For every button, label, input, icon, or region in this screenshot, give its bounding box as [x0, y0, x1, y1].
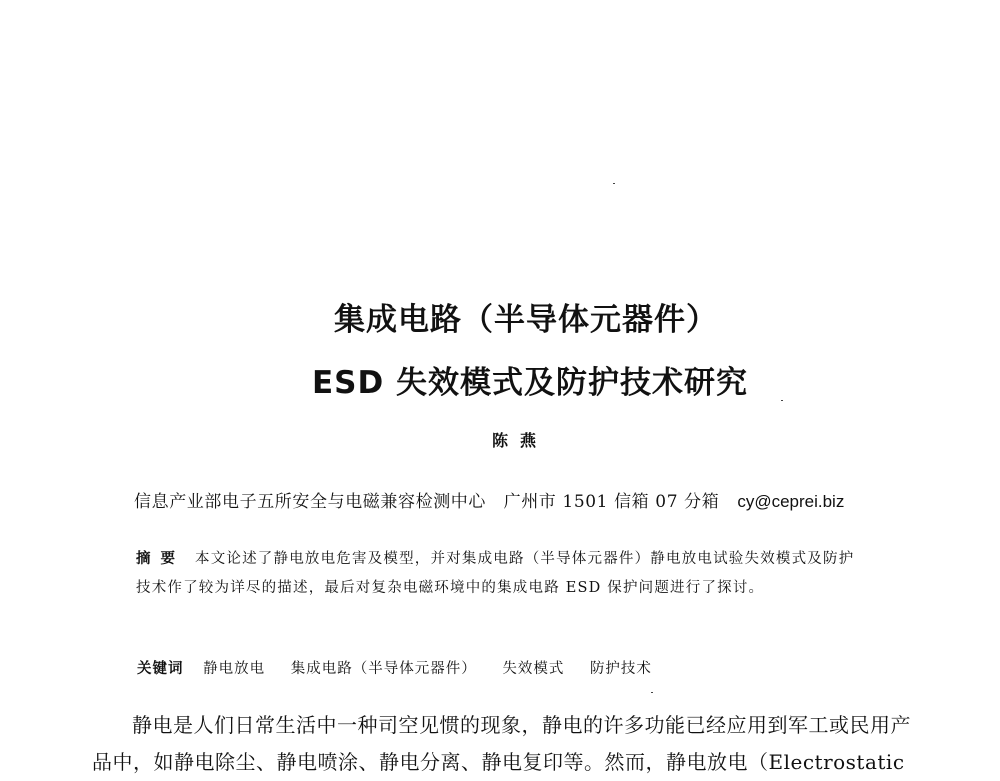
paper-title-line-2: ESD 失效模式及防护技术研究 — [311, 365, 749, 401]
abstract-label: 摘要 — [136, 550, 185, 567]
affiliation-text: 信息产业部电子五所安全与电磁兼容检测中心 广州市 1501 信箱 07 分箱 — [134, 492, 720, 512]
author-email-link[interactable]: cy@ceprei.biz — [737, 492, 845, 511]
keywords-label: 关键词 — [137, 660, 184, 677]
keywords-section — [137, 657, 672, 678]
author-affiliation — [134, 487, 844, 512]
keyword-item: 集成电路（半导体元器件） — [290, 661, 477, 677]
author-name: 陈燕 — [492, 431, 549, 450]
speck-mark — [613, 183, 615, 184]
abstract-section — [136, 544, 866, 603]
keyword-item: 防护技术 — [589, 661, 652, 677]
speck-mark — [651, 692, 653, 693]
abstract-text: 本文论述了静电放电危害及模型，并对集成电路（半导体元器件）静电放电试验失效模式及防护技术作了较为详尽的描述，最后对复杂电磁环境中的集成电路 ESD 保护问题进行了探讨。 — [136, 551, 855, 596]
paper-title-line-1: 集成电路（半导体元器件） — [334, 302, 718, 338]
keyword-item: 静电放电 — [203, 661, 266, 677]
keyword-item: 失效模式 — [502, 661, 565, 677]
body-paragraph: 静电是人们日常生活中一种司空见惯的现象，静电的许多功能已经应用到军工或民用产品中，如静电除尘、静电喷涂、静电分离、静电复印等。然而，静电放电（Electrostatic — [92, 713, 911, 774]
